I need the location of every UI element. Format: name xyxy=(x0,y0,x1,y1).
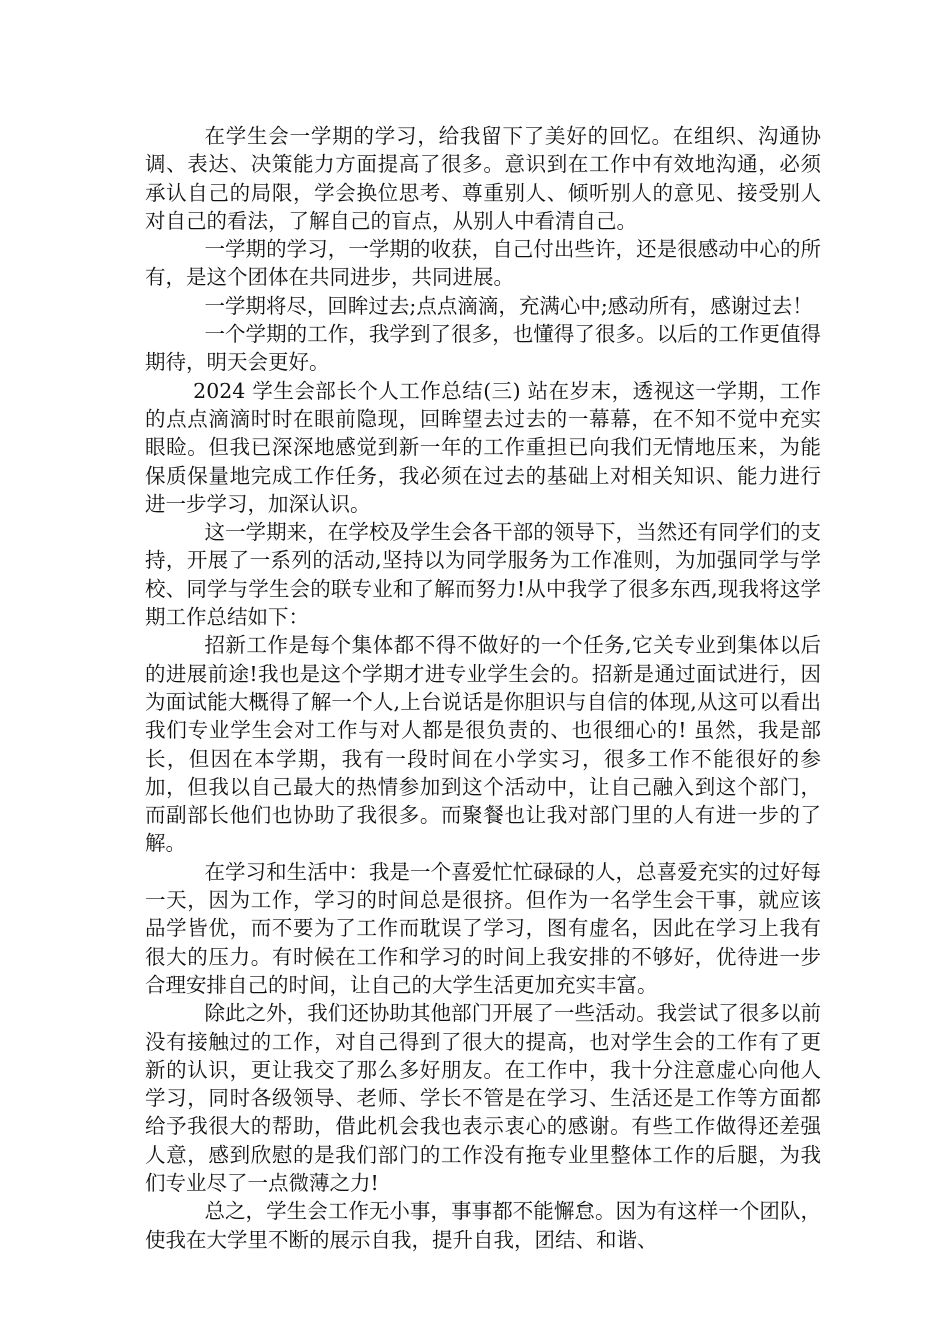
paragraph-9: 除此之外，我们还协助其他部门开展了一些活动。我尝试了很多以前没有接触过的工作，对自己得到了很大的提高，也对学生会的工作有了更新的认识，更让我交了那么多好朋友。在工作中，我十分注意虚心向他人学习，同时各级领导、老师、学长不管是在学习、生活还是工作等方面都给予我很大的帮助，借此机会我也表示衷心的感谢。有些工作做得还差强人意，感到欣慰的是我们部门的工作没有拖专业里整体工作的后腿，为我们专业尽了一点微薄之力! xyxy=(145,1001,821,1195)
paragraph-1: 在学生会一学期的学习，给我留下了美好的回忆。在组织、沟通协调、表达、决策能力方面提高了很多。意识到在工作中有效地沟通，必须承认自己的局限，学会换位思考、尊重别人、倾听别人的意见、接受别人对自己的看法，了解自己的盲点，从别人中看清自己。 xyxy=(145,124,821,233)
paragraph-10: 总之，学生会工作无小事，事事都不能懈怠。因为有这样一个团队，使我在大学里不断的展示自我，提升自我，团结、和谐、 xyxy=(145,1199,821,1252)
document-body xyxy=(145,122,821,1254)
paragraph-8: 在学习和生活中：我是一个喜爱忙忙碌碌的人，总喜爱充实的过好每一天，因为工作，学习的时间总是很挤。但作为一名学生会干事，就应该品学皆优，而不要为了工作而耽误了学习，图有虚名，因此在学习上我有很大的压力。有时候在工作和学习的时间上我安排的不够好，优待进一步合理安排自己的时间，让自己的大学生活更加充实丰富。 xyxy=(145,859,821,997)
paragraph-2: 一学期的学习，一学期的收获，自己付出些许，还是很感动中心的所有，是这个团体在共同进步，共同进展。 xyxy=(145,237,821,290)
paragraph-7: 招新工作是每个集体都不得不做好的一个任务,它关专业到集体以后的进展前途!我也是这个学期才进专业学生会的。招新是通过面试进行，因为面试能大概得了解一个人,上台说话是你胆识与自信的体现,从这可以看出我们专业学生会对工作与对人都是很负责的、也很细心的! 虽然，我是部长，但因在本学期，我有一段时间在小学实习，很多工作不能很好的参加，但我以自己最大的热情参加到这个活动中，让自己融入到这个部门，而副部长他们也协助了我很多。而聚餐也让我对部门里的人有进一步的了解。 xyxy=(145,633,821,856)
paragraph-4: 一个学期的工作，我学到了很多，也懂得了很多。以后的工作更值得期待，明天会更好。 xyxy=(145,322,821,375)
paragraph-6: 这一学期来，在学校及学生会各干部的领导下，当然还有同学们的支持，开展了一系列的活动,坚持以为同学服务为工作准则，为加强同学与学校、同学与学生会的联专业和了解而努力!从中我学了很多东西,现我将这学期工作总结如下： xyxy=(145,520,821,630)
paragraph-3: 一学期将尽，回眸过去;点点滴滴，充满心中;感动所有，感谢过去！ xyxy=(204,293,813,318)
paragraph-5-section-heading: 2024 学生会部长个人工作总结(三) 站在岁末，透视这一学期，工作的点点滴滴时时在眼前隐现，回眸望去过去的一幕幕，在不知不觉中充实眼睑。但我已深深地感觉到新一年的工作重担已向我们无情地压来，为能保质保量地完成工作任务，我必须在过去的基础上对相关知识、能力进行进一步学习，加深认识。 xyxy=(145,378,821,516)
